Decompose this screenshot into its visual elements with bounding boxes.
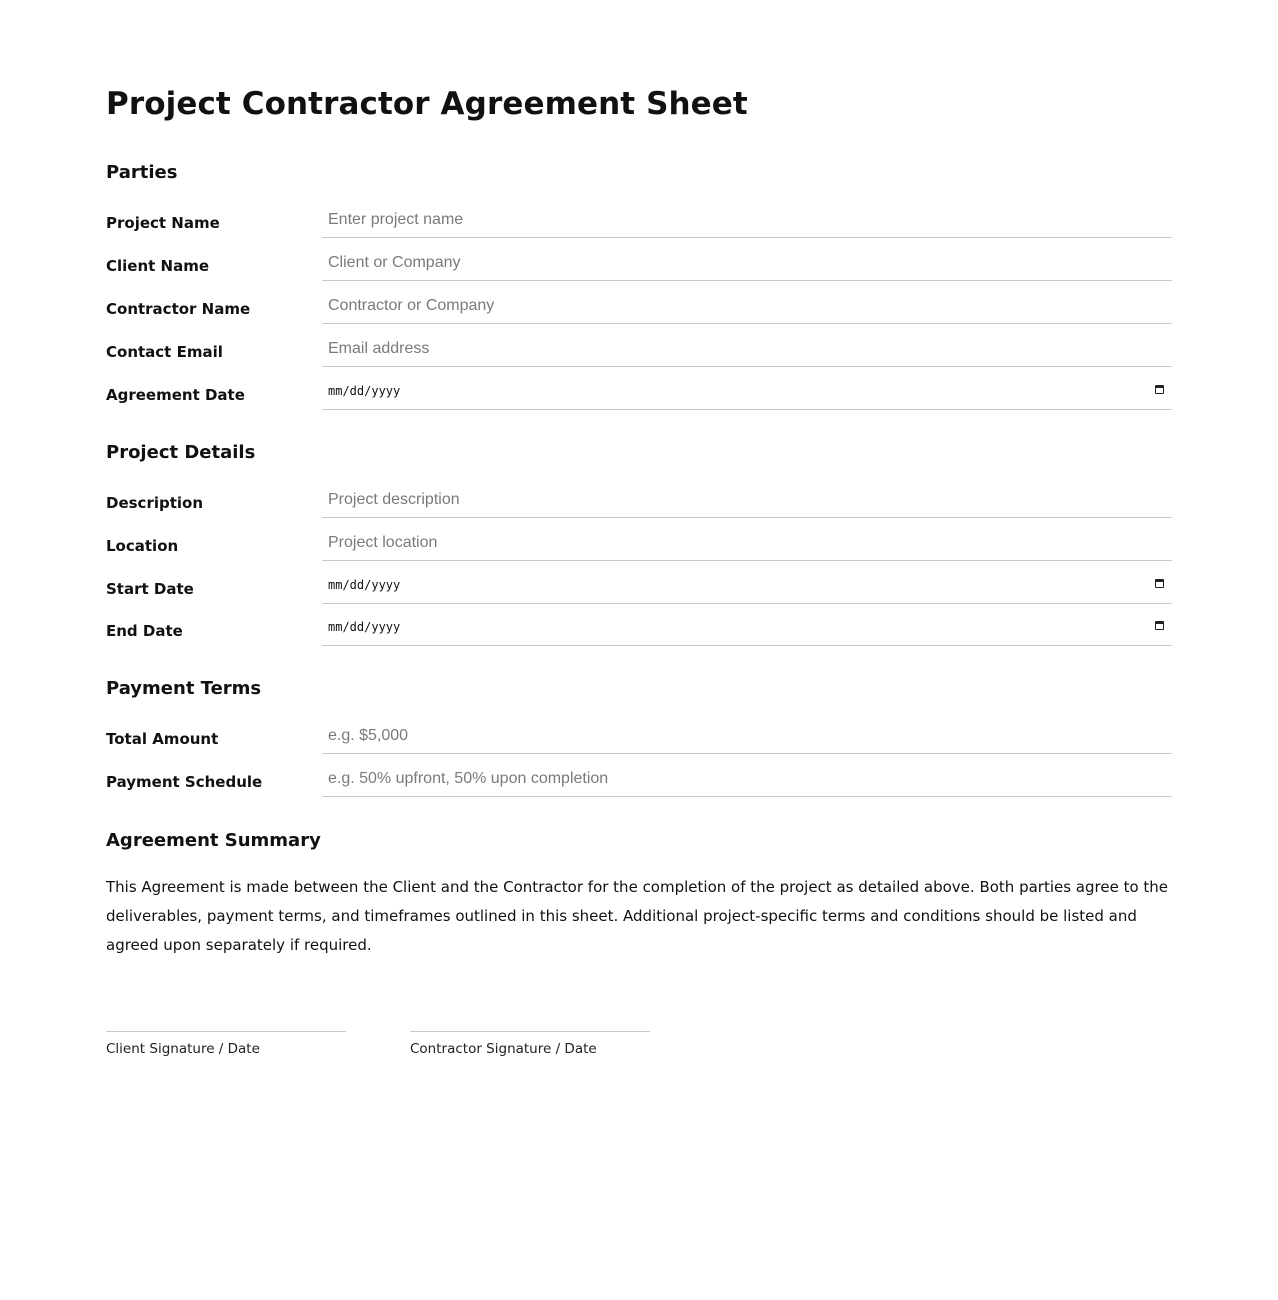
client-signature-block <box>106 1031 346 1057</box>
contact-email-label: Contact Email <box>106 343 223 361</box>
calendar-icon[interactable] <box>1155 621 1164 630</box>
end-date-label: End Date <box>106 622 183 640</box>
client-name-input[interactable] <box>322 245 1172 281</box>
agreement-date-input[interactable] <box>322 374 1172 410</box>
field-row-start-date <box>106 568 1172 611</box>
start-date-placeholder: mm/dd/yyyy <box>328 578 401 592</box>
section-heading-parties: Parties <box>106 162 178 183</box>
agreement-summary-text: This Agreement is made between the Client and the Contractor for the completion of the project as detailed above. Both parties agree to the deliverables, payment terms, and timeframes outlined in this sheet. Additional project-specific terms and conditions should be listed and agreed upon separately if required. <box>106 878 1169 954</box>
contact-email-input[interactable] <box>322 331 1172 367</box>
field-row-client-name <box>106 245 1172 288</box>
calendar-icon[interactable] <box>1155 579 1164 588</box>
location-input[interactable] <box>322 525 1172 561</box>
total-amount-label: Total Amount <box>106 730 219 748</box>
calendar-icon[interactable] <box>1155 385 1164 394</box>
section-heading-payment-terms: Payment Terms <box>106 678 262 699</box>
field-row-payment-schedule <box>106 761 1172 804</box>
end-date-input[interactable] <box>322 610 1172 646</box>
agreement-date-placeholder: mm/dd/yyyy <box>328 384 401 398</box>
field-row-location <box>106 525 1172 568</box>
client-name-label: Client Name <box>106 257 210 275</box>
location-label: Location <box>106 537 179 555</box>
field-row-agreement-date <box>106 374 1172 417</box>
field-row-description <box>106 482 1172 525</box>
section-heading-project-details: Project Details <box>106 442 256 463</box>
agreement-date-label: Agreement Date <box>106 386 245 404</box>
total-amount-input[interactable] <box>322 718 1172 754</box>
start-date-label: Start Date <box>106 580 194 598</box>
contractor-name-input[interactable] <box>322 288 1172 324</box>
client-signature-line[interactable] <box>106 1031 346 1032</box>
payment-schedule-label: Payment Schedule <box>106 773 263 791</box>
contractor-signature-caption: Contractor Signature / Date <box>410 1041 597 1057</box>
field-row-end-date <box>106 610 1172 653</box>
contractor-name-label: Contractor Name <box>106 300 251 318</box>
end-date-placeholder: mm/dd/yyyy <box>328 620 401 634</box>
section-heading-agreement-summary: Agreement Summary <box>106 830 321 851</box>
payment-schedule-input[interactable] <box>322 761 1172 797</box>
page-title: Project Contractor Agreement Sheet <box>106 86 748 122</box>
client-signature-caption: Client Signature / Date <box>106 1041 260 1057</box>
project-name-label: Project Name <box>106 214 220 232</box>
project-name-input[interactable] <box>322 202 1172 238</box>
description-label: Description <box>106 494 204 512</box>
field-row-contractor-name <box>106 288 1172 331</box>
contractor-signature-line[interactable] <box>410 1031 650 1032</box>
field-row-project-name <box>106 202 1172 245</box>
field-row-contact-email <box>106 331 1172 374</box>
description-input[interactable] <box>322 482 1172 518</box>
contractor-signature-block <box>410 1031 650 1057</box>
start-date-input[interactable] <box>322 568 1172 604</box>
field-row-total-amount <box>106 718 1172 761</box>
